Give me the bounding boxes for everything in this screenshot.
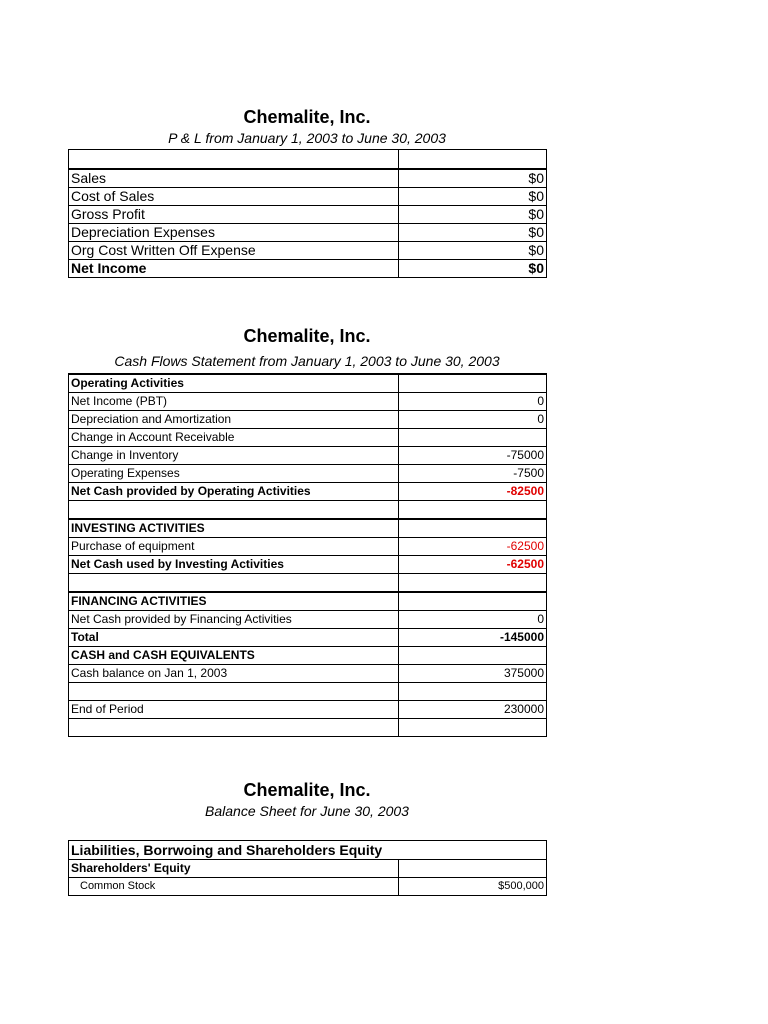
bs-subtitle: Balance Sheet for June 30, 2003 [205, 803, 409, 819]
pl-table [68, 149, 547, 278]
pl-value: $0 [399, 169, 547, 188]
pl-value: $0 [399, 242, 547, 260]
cf-net-operating-row: Net Cash provided by Operating Activities -82500 [69, 483, 547, 501]
cf-row: End of Period 230000 [69, 701, 547, 719]
cf-blank-row [69, 501, 547, 520]
bs-common-stock-row: Common Stock $500,000 [69, 878, 547, 896]
pl-value: $0 [399, 224, 547, 242]
pl-company-title: Chemalite, Inc. [243, 107, 371, 127]
pl-label: Depreciation Expenses [69, 224, 399, 242]
pl-blank-row [69, 150, 547, 170]
pl-value: $0 [399, 260, 547, 278]
cf-investing-header: INVESTING ACTIVITIES [69, 519, 547, 538]
cf-row: Cash balance on Jan 1, 2003 375000 [69, 665, 547, 683]
cf-company-title: Chemalite, Inc. [243, 326, 371, 346]
cf-operating-header: Operating Activities [69, 374, 547, 393]
cf-financing-header: FINANCING ACTIVITIES [69, 592, 547, 611]
cf-row: Net Income (PBT) 0 [69, 393, 547, 411]
cf-table [68, 373, 547, 737]
pl-row-org-cost [69, 242, 547, 260]
pl-row-cost-of-sales [69, 188, 547, 206]
pl-label: Cost of Sales [69, 188, 399, 206]
pl-row-net-income [69, 260, 547, 278]
pl-label: Gross Profit [69, 206, 399, 224]
pl-row-depreciation [69, 224, 547, 242]
pl-value: $0 [399, 188, 547, 206]
bs-section-header: Liabilities, Borrwoing and Shareholders Equity [69, 841, 547, 860]
pl-label: Net Income [69, 260, 399, 278]
cf-row: Purchase of equipment -62500 [69, 538, 547, 556]
pl-label: Sales [69, 169, 399, 188]
pl-row-sales [69, 169, 547, 188]
cf-row: Change in Inventory -75000 [69, 447, 547, 465]
cf-blank-row [69, 719, 547, 737]
cf-cash-header: CASH and CASH EQUIVALENTS [69, 647, 547, 665]
bs-table [68, 840, 547, 896]
pl-subtitle: P & L from January 1, 2003 to June 30, 2003 [168, 130, 446, 146]
pl-row-gross-profit [69, 206, 547, 224]
cf-blank-row [69, 683, 547, 701]
bs-company-title: Chemalite, Inc. [243, 780, 371, 800]
cf-subtitle: Cash Flows Statement from January 1, 2003 to June 30, 2003 [114, 353, 500, 369]
pl-value: $0 [399, 206, 547, 224]
cf-row: Depreciation and Amortization 0 [69, 411, 547, 429]
cf-total-row: Total -145000 [69, 629, 547, 647]
pl-label: Org Cost Written Off Expense [69, 242, 399, 260]
cf-row: Change in Account Receivable [69, 429, 547, 447]
cf-row: Net Cash provided by Financing Activities 0 [69, 611, 547, 629]
cf-row: Operating Expenses -7500 [69, 465, 547, 483]
bs-equity-header: Shareholders' Equity [69, 860, 547, 878]
cf-net-investing-row: Net Cash used by Investing Activities -62500 [69, 556, 547, 574]
cf-blank-row [69, 574, 547, 593]
